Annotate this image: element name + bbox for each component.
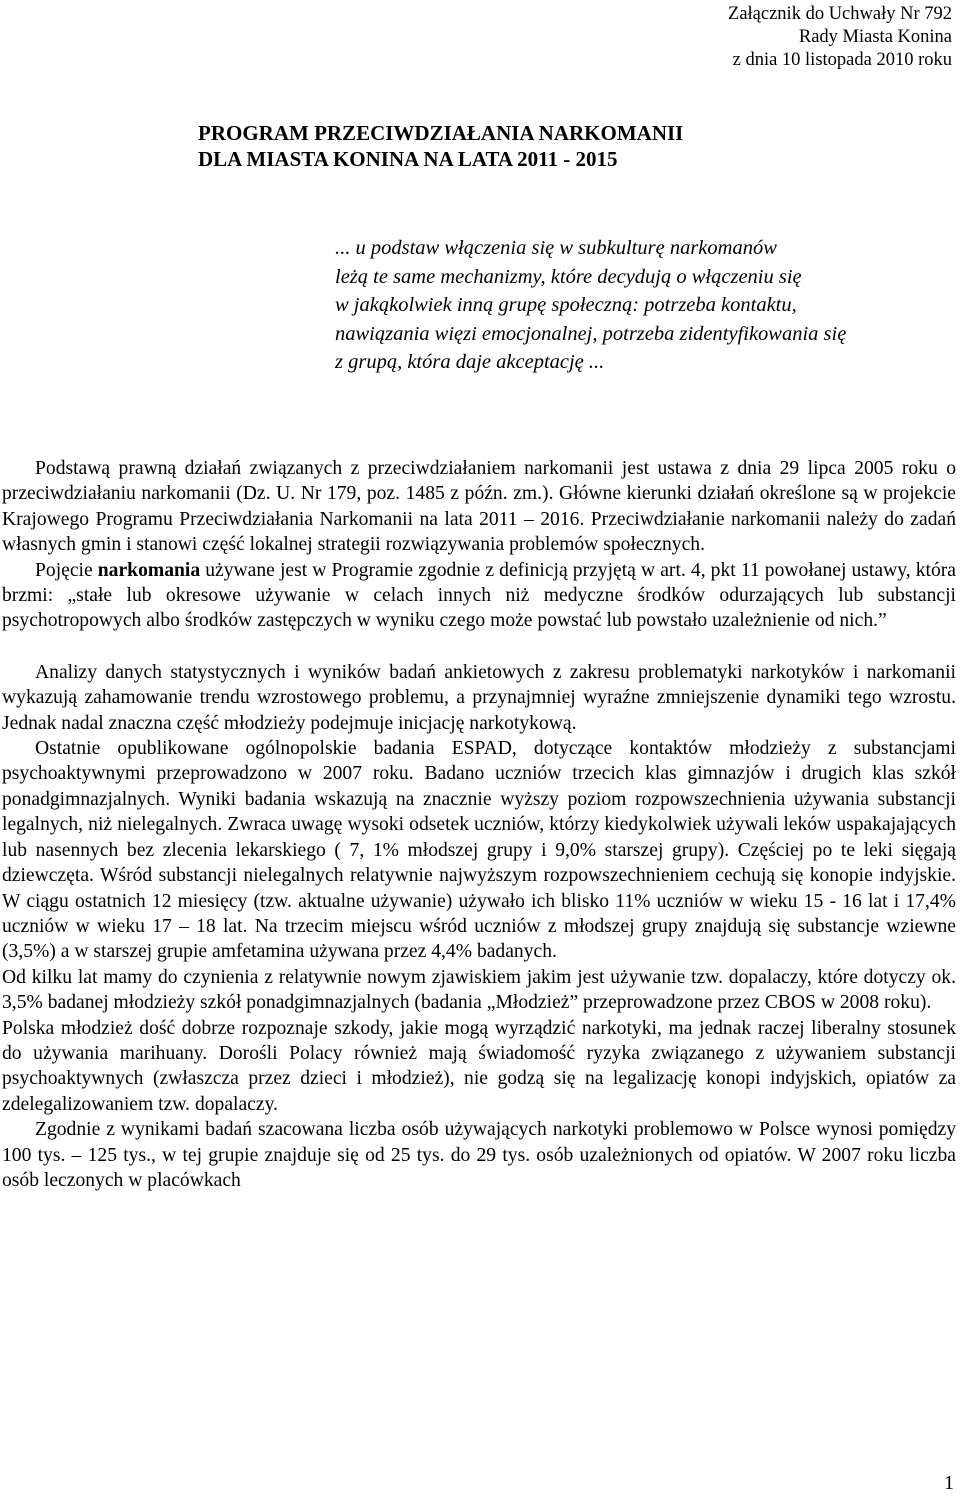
page-number: 1 [944, 1472, 954, 1494]
annex-line: Rady Miasta Konina [798, 27, 952, 47]
paragraph-dopalacze: Od kilku lat mamy do czynienia z relatywnie nowym zjawiskiem jakim jest używanie tzw. dopalaczy, które dotyczy ok. 3,5% badanej młodzieży szkół ponadgimnazjalnych (badania „Młodzież” przeprowadzone przez CBOS w 2008 roku). [2, 966, 956, 1014]
paragraph-analysis: Analizy danych statystycznych i wyników badań ankietowych z zakresu problematyki narkotyków i narkomanii wykazują zahamowanie trendu wzrostowego problemu, a przynajmniej wyraźne zmniejszenie dynamiki tego wzrostu. Jednak nadal znaczna część młodzieży podejmuje inicjację narkotykową. [2, 661, 956, 734]
paragraph-attitudes: Polska młodzież dość dobrze rozpoznaje szkody, jakie mogą wyrządzić narkotyki, ma jednak raczej liberalny stosunek do używania marihuany. Dorośli Polacy również mają świadomość ryzyka związanego z używaniem substancji psychoaktywnych (zwłaszcza przez dzieci i młodzież), nie godzą się na legalizację konopi indyjskich, opiatów za zdelegalizowaniem tzw. dopalaczy. [2, 1017, 956, 1115]
title-line: DLA MIASTA KONINA NA LATA 2011 - 2015 [198, 147, 618, 171]
paragraph-espad: Ostatnie opublikowane ogólnopolskie badania ESPAD, dotyczące kontaktów młodzieży z substancjami psychoaktywnymi przeprowadzono w 2007 roku. Badano uczniów trzecich klas gimnazjów i drugich klas szkół ponadgimnazjalnych. Wyniki badania wskazują na znacznie wyższy poziom rozpowszechnienia używania substancji legalnych, niż nielegalnych. Zwraca uwagę wysoki odsetek uczniów, którzy kiedykolwiek używali leków uspakajających lub nasennych bez zlecenia lekarskiego ( 7, 1% młodszej grupy i 9,0% starszej grupy). Częściej po te leki sięgają dziewczęta. Wśród substancji nielegalnych relatywnie najwyższym rozpowszechnieniem cechują się konopie indyjskie. W ciągu ostatnich 12 miesięcy (tzw. aktualne używanie) używało ich blisko 11% uczniów w wieku 15 - 16 lat i 17,4% uczniów w wieku 17 – 18 lat. Na trzecim miejscu wśród uczniów z młodszej grupy znajdują się substancje wziewne (3,5%) a w starszej grupie amfetamina używana przez 4,4% badanych. [2, 738, 956, 963]
defined-term: narkomania [97, 559, 201, 581]
annex-header [552, 3, 952, 72]
paragraph-estimates: Zgodnie z wynikami badań szacowana liczba osób używających narkotyki problemowo w Polsce wynosi pomiędzy 100 tys. – 125 tys., w tej grupie znajduje się od 25 tys. do 29 tys. osób uzależnionych od opiatów. W 2007 roku liczba osób leczonych w placówkach [2, 1119, 956, 1191]
epigraph-line: ... u podstaw włączenia się w subkulturę narkomanów [335, 237, 777, 259]
title-line: PROGRAM PRZECIWDZIAŁANIA NARKOMANII [198, 121, 684, 145]
paragraph-legal-basis: Podstawą prawną działań związanych z przeciwdziałaniem narkomanii jest ustawa z dnia 29 lipca 2005 roku o przeciwdziałaniu narkomanii (Dz. U. Nr 179, poz. 1485 z późn. zm.). Główne kierunki działań określone są w projekcie Krajowego Programu Przeciwdziałania Narkomanii na lata 2011 – 2016. Przeciwdziałanie narkomanii należy do zadań własnych gmin i stanowi część lokalnej strategii rozwiązywania problemów społecznych. [2, 458, 956, 556]
document-title [198, 120, 683, 172]
epigraph-line: leżą te same mechanizmy, które decydują o włączeniu się [335, 265, 802, 288]
epigraph-line: z grupą, która daje akceptację ... [335, 351, 605, 373]
epigraph [335, 234, 955, 377]
annex-line: z dnia 10 listopada 2010 roku [732, 50, 952, 70]
definition-text-after: używane jest w Programie zgodnie z definicją przyjętą w art. 4, pkt 11 powołanej ustawy, która brzmi: „stałe lub okresowe używanie w celach innych niż medyczne środków odurzających lub substancji psychotropowych albo środków zastępczych w wyniku czego może powstać lub powstało uzależnienie od nich.” [2, 559, 956, 632]
document-body [2, 456, 956, 1193]
epigraph-line: w jakąkolwiek inną grupę społeczną: potrzeba kontaktu, [335, 294, 797, 316]
definition-text-before: Pojęcie [35, 559, 98, 581]
annex-line: Załącznik do Uchwały Nr 792 [728, 4, 952, 24]
paragraph-definition [2, 558, 956, 634]
epigraph-line: nawiązania więzi emocjonalnej, potrzeba zidentyfikowania się [335, 322, 847, 345]
